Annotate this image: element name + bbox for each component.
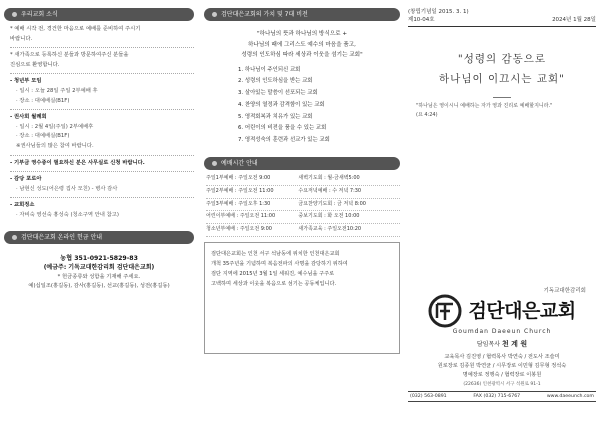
- vision-item: 3. 살아있는 말씀이 선포되는 교회: [238, 90, 318, 97]
- middle-column: [204, 8, 400, 420]
- notices-title: 우리교회 소식: [21, 11, 58, 18]
- vision-item: 5. 영적회복과 치유가 있는 교회: [238, 113, 313, 120]
- vision-item: 6. 어린이의 비전을 품을 수 있는 교회: [238, 125, 327, 132]
- vision-item: 1. 하나님이 주인되신 교회: [238, 66, 301, 73]
- quote-line: 하나님의 때에 그리스도 예수의 마음을 품고,: [248, 41, 356, 48]
- phone-number: (032) 563-0891: [410, 393, 447, 399]
- vision-title: 검단대은교회의 가치 및 7대 비전: [221, 11, 308, 18]
- worship-header: [204, 157, 400, 170]
- worship-title: 예배시간 안내: [221, 160, 258, 168]
- bulletin-date: 2024년 1월 28일: [552, 17, 596, 23]
- fax-number: FAX (032) 715-6767: [473, 393, 521, 399]
- church-intro: [204, 242, 400, 354]
- notice-line: · 일시 : 오늘 28일 주일 2부예배 후: [16, 87, 98, 94]
- offering-title: 검단대은교회 온라인 헌금 안내: [21, 233, 103, 241]
- notice-item: [10, 175, 194, 194]
- senior-pastor: 담임목사 천 계 원: [476, 340, 528, 348]
- vision-item: 7. 영적성숙의 훈련과 선교가 있는 교회: [238, 137, 330, 144]
- church-logo-icon: [428, 294, 462, 328]
- staff-list: 교육목사 김진영 / 협력목사 박연숙 / 전도사 조슬미 원로장로 김종원 박연균 / 시무장로 이민형 김무형 정석숙 명예장로 정행숙 / 협력장로 이봉원: [437, 354, 567, 379]
- schedule-row: 어린이부예배 : 주일오전 11:00 중보기도회 : 화 오전 10:00: [206, 211, 400, 224]
- website[interactable]: www.daeeunch.com: [546, 393, 594, 399]
- intro-line: 검단 지역에 2015년 3월 1일 세워진, 예수님을 구주로: [211, 271, 335, 278]
- vision-quote: [204, 21, 400, 65]
- schedule-row: 주일1부예배 : 주일오전 9:00 새벽기도회 : 월-금새벽5:00: [206, 173, 400, 186]
- notice-item: [10, 159, 194, 169]
- bullet-icon: [212, 161, 217, 166]
- divider: [10, 171, 194, 172]
- notice-heading: - 청년부 모임: [10, 78, 42, 85]
- volume-number: 제10-04호: [408, 17, 435, 23]
- schedule-row: 청소년부예배 : 주일오전 9:00 새가족교육 : 주일오전10:20: [206, 224, 400, 237]
- divider: [10, 73, 194, 74]
- intro-line: 검단대은교회는 인천 서구 석남동에 위치한 인천대은교회: [211, 251, 340, 258]
- notice-line: ※권사님들의 많은 참여 바랍니다.: [16, 142, 94, 149]
- vision-item: 2. 성령의 인도하심을 받는 교회: [238, 78, 313, 85]
- vision-list: [204, 65, 400, 148]
- bullet-icon: [12, 12, 17, 17]
- founding-date: (창립기념일 2015. 3. 1): [408, 9, 469, 15]
- divider: [10, 109, 194, 110]
- right-column: [408, 8, 596, 420]
- notice-line: 바랍니다.: [10, 35, 33, 42]
- notice-item: [10, 25, 194, 44]
- notices-list: [4, 21, 194, 221]
- offering-note: * 헌금종류와 성함을 기재해 주세요.: [57, 273, 141, 280]
- bulletin-header: [408, 8, 596, 27]
- notice-heading: - 교회정소: [10, 202, 35, 209]
- offering-header: [4, 231, 194, 244]
- denomination: 기독교대한감리회: [543, 288, 586, 294]
- notice-line: · 일시 : 2월 4일(주일) 2부예배후: [16, 123, 94, 130]
- quote-line: "하나님의 뜻과 하나님의 방식으로 +: [256, 31, 348, 37]
- notice-item: [10, 77, 194, 106]
- bullet-icon: [212, 12, 217, 17]
- notice-line: · 남현신 성도(어은령 집사 모친) - 병사 감사: [16, 185, 118, 192]
- notice-heading: - 기부금 영수증이 필요하신 분은 사무실로 신청 바랍니다.: [10, 159, 145, 166]
- notice-line: · 장소 : 대예배실(B1F): [16, 133, 70, 140]
- bullet-icon: [12, 235, 17, 240]
- divider: [10, 47, 194, 48]
- notice-line: · 장소 : 대예배실(B1F): [16, 97, 70, 104]
- worship-schedule: [204, 170, 400, 237]
- intro-line: 고백하며 세상과 이웃을 복음으로 섬기는 공동체입니다.: [211, 281, 337, 288]
- notice-item: [10, 113, 194, 151]
- offering-example: 예)십일조(홍길동), 감사(홍길동), 선교(홍길동), 성전(홍길동): [28, 283, 170, 289]
- church-identity: [408, 286, 596, 402]
- notice-line: * 새가족으로 등록하신 분들과 방문하여주신 분들을: [10, 52, 129, 59]
- motto-line: 하나님이 이끄시는 교회": [439, 73, 565, 85]
- notice-item: [10, 201, 194, 220]
- vision-header: [204, 8, 400, 21]
- intro-line: 개척 35주년을 기념하며 복음전파의 사명을 감당하기 위하여: [211, 261, 348, 268]
- church-motto: [408, 49, 596, 89]
- account-holder: (예금주: 기독교대한감리회 검단대은교회): [43, 264, 155, 271]
- schedule-row: 주일2부예배 : 주일오전 11:00 수요저녁예배 : 수 저녁 7:30: [206, 186, 400, 199]
- bank-account: 농협 351-0921-5829-83: [60, 254, 138, 262]
- notice-heading: - 감당 포로아: [10, 176, 42, 183]
- church-name-en: Goumdan Daeeun Church: [452, 328, 552, 335]
- notice-line: 진심으로 환영합니다.: [10, 61, 60, 68]
- left-column: [4, 8, 194, 420]
- notice-item: [10, 51, 194, 70]
- bible-verse: "하나님은 영이시니 예배하는 자가 영과 진리로 예배할지니라." (요 4:24): [416, 103, 553, 118]
- schedule-row: 주일3부예배 : 주일오후 1:30 금요찬양기도회 : 금 저녁 8:00: [206, 199, 400, 212]
- contact-bar: [408, 391, 596, 402]
- church-address: (22636) 인천광역시 서구 석원로 91-1: [463, 381, 541, 387]
- notice-heading: - 권사회 월례회: [10, 114, 47, 121]
- offering-info: [4, 244, 194, 292]
- vision-item: 4. 찬양의 열정과 감격함이 있는 교회: [238, 101, 325, 108]
- notice-line: · 자비숙 영선숙 홍성숙 (청소구역 안내 참고): [16, 211, 119, 218]
- quote-line: 성령의 인도하심 따라 세상과 이웃을 섬기는 교회": [241, 52, 363, 58]
- notices-header: [4, 8, 194, 21]
- church-name: 검단대은교회: [468, 300, 576, 322]
- divider: [10, 197, 194, 198]
- divider: [10, 155, 194, 156]
- notice-line: * 예배 시작 전, 경건한 마음으로 예배를 준비하여 주시기: [10, 26, 141, 32]
- motto-line: "성령의 감동으로: [457, 53, 547, 65]
